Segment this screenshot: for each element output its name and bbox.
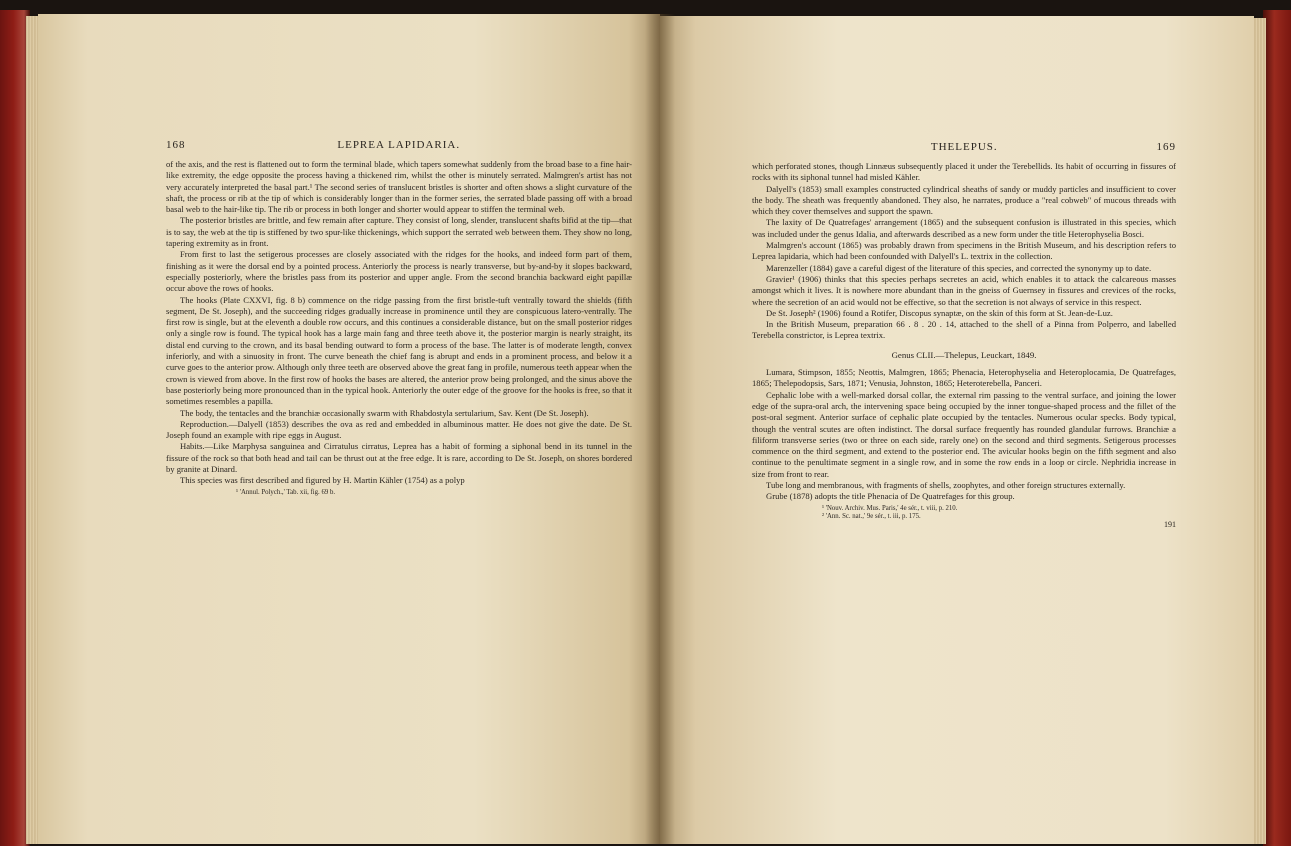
paragraph: Grube (1878) adopts the title Phenacia of De Quatrefages for this group. [766, 491, 1015, 502]
left-page-number: 168 [166, 139, 186, 151]
book-cover-right [1263, 10, 1291, 846]
right-body [752, 161, 1176, 503]
footnote: ² 'Ann. Sc. nat.,' 9e sér., t. iii, p. 175. [822, 513, 921, 521]
left-footnotes [166, 489, 632, 498]
right-page-number: 169 [1156, 141, 1176, 153]
paragraph: Reproduction.—Dalyell (1853) describes the ova as red and embedded in albuminous matter. He does not give the date. De St. Joseph found an example with ripe eggs in August. [166, 418, 632, 441]
paragraph: In the British Museum, preparation 66 . 8 . 20 . 14, attached to the shell of a Pinna from Polperro, and labelled Terebella constrictor, is Leprea textrix. [752, 319, 1176, 341]
right-page [660, 16, 1254, 844]
book-gutter [645, 14, 675, 844]
left-page-header [166, 139, 632, 151]
paragraph: The body, the tentacles and the branchiæ occasionally swarm with Rhabdostyla sertularium, Sav. Kent (De St. Joseph). [180, 407, 589, 418]
paragraph: which perforated stones, though Linnæus subsequently placed it under the Terebellids. Its habit of occurring in fissures of rocks with its siphonal tunnel had misled Kähler. [752, 161, 1176, 183]
right-page-header [752, 141, 1176, 153]
signature-mark: 191 [1164, 519, 1176, 529]
paragraph: De St. Joseph² (1906) found a Rotifer, Discopus synaptæ, on the skin of this form at St. Jean-de-Luz. [766, 307, 1113, 318]
paragraph: Lumara, Stimpson, 1855; Neottis, Malmgren, 1865; Phenacia, Heterophyselia and Heteroplocamia, De Quatrefages, 1865; Thelepodopsis, Sars, 1871; Venusia, Johnston, 1865; Heteroterebella, Panceri. [752, 367, 1176, 389]
paragraph: Marenzeller (1884) gave a careful digest of the literature of this species, and corrected the synonymy up to date. [766, 262, 1152, 273]
paragraph: The hooks (Plate CXXVI, fig. 8 b) commence on the ridge passing from the first bristle-tuft ventrally toward the shields (fifth segment, De St. Joseph), and the succeeding ridges gradually increase in prominence until they are conspicuous latero-ventrally. The first row is single, but at the eleventh a double row occurs, and this continues a considerable distance, but on the small posterior ridges only a single row is found. The typical hook has a large main fang and three teeth above it, the posterior margin is nearly straight, its distal end curving to the crown, and its basal bending outward to form a process of the base. The latter is of moderate length, convex inferiorly, and with a sinuosity in front. The curve beneath the chief fang is abrupt and ends in a prominent process, and below it a curve goes to the anterior prow. Although only three teeth are observed above the great fang in profile, numerous teeth appear when the crown is viewed from above. In the first row of hooks the bases are altered, the anterior prow being prolonged, and the sinus above the base posteriorly being more pronounced than in the typical hook. Anteriorly the outer edge of the groove for the hooks is free, so that it sometimes resembles a papilla. [166, 294, 632, 407]
paragraph: Malmgren's account (1865) was probably drawn from specimens in the British Museum, and his description refers to Leprea lapidaria, which had been confounded with Dalyell's L. textrix in the collection. [752, 240, 1176, 262]
paragraph: Cephalic lobe with a well-marked dorsal collar, the external rim passing to the ventral surface, and joining the lower edge of the supra-oral arch, the intervening space being occupied by the inner tongue-shaped process and the fillet of the post-oral segment. Anterior surface of cephalic plate occupied by the tentacles. Numerous ocular specks. Body typical, though the ventral scutes are often indistinct. The dorsal surface frequently has rounded glandular furrows. Branchiæ a filiform transverse series (two or three on each side, rarely one) on the second and third segments. Setigerous processes commence on the third segment, and extend to the posterior end. The avicular hooks begin on the fifth segment and also continue to the penultimate segment in a single row, and in some the row ends in a loop or circle. Nephridia increase in size from front to rear. [752, 389, 1176, 479]
right-running-title: THELEPUS. [930, 141, 998, 153]
paragraph: This species was first described and figured by H. Martin Kähler (1754) as a polyp [180, 475, 465, 486]
paragraph: Habits.—Like Marphysa sanguinea and Cirratulus cirratus, Leprea has a habit of forming a siphonal bend in its tunnel in the fissure of the rock so that both head and tail can be thrust out at the free edge. It is rare, according to De St. Joseph, on shores bordered by granite at Dinard. [166, 441, 632, 475]
genus-heading: Genus CLII.—Thelepus, Leuckart, 1849. [891, 349, 1037, 360]
left-body [166, 159, 632, 487]
paragraph: The posterior bristles are brittle, and few remain after capture. They consist of long, slender, translucent shafts bifid at the tip—that is to say, the web at the tip is stiffened by two spur-like thickenings, which support the serrated web between them. They show no long, tapering extremity as in front. [166, 215, 632, 249]
footnote: ¹ 'Nouv. Archiv. Mus. Paris,' 4e sér., t. viii, p. 210. [822, 504, 958, 512]
paragraph: Gravier¹ (1906) thinks that this species perhaps secretes an acid, which enables it to attack the calcareous masses amongst which it lives. It is nowhere more abundant than in the gneiss of Guernsey in fissures and crevices of the rocks, where the secretion of an acid would not be effective, so that the secretion is not always of service in this respect. [752, 273, 1176, 307]
left-running-title: LEPREA LAPIDARIA. [337, 139, 461, 151]
footnote: ¹ 'Annul. Polych.,' Tab. xii, fig. 69 b. [236, 488, 336, 496]
paragraph: Tube long and membranous, with fragments of shells, zoophytes, and other foreign structures externally. [766, 480, 1126, 491]
page-edges-right [1252, 18, 1266, 844]
paragraph: of the axis, and the rest is flattened out to form the terminal blade, which tapers somewhat suddenly from the broad base to a fine hair-like extremity, the edge opposite the process having a thickened rim, whilst the other is minutely serrated. Malmgren's artist has not very accurately interpreted the basal part.¹ The second series of translucent bristles is shorter and often shows a slight curvature of the shaft, the process or rib at the tip of which is considerably longer than in the former series, the serrated blade passing off with a broad basal web to the hair-like tip. The rib or process in both longer and shorter would appear to stiffen the terminal web. [166, 159, 632, 215]
left-page [38, 14, 660, 844]
paragraph: The laxity of De Quatrefages' arrangement (1865) and the subsequent confusion is illustrated in this species, which was included under the genus Idalia, and afterwards described as a new form under the title Heterophyselia Bosci. [752, 217, 1176, 239]
paragraph: From first to last the setigerous processes are closely associated with the ridges for the hooks, and indeed form part of them, finishing as it were the dorsal end by a pointed process. Anteriorly the process is nearly transverse, but by-and-by it slopes backward, especially posteriorly, where the bristles pass from its posterior and upper angle. From the second branchia backward eight papillæ occur above the rows of hooks. [166, 249, 632, 294]
paragraph: Dalyell's (1853) small examples constructed cylindrical sheaths of sandy or muddy particles and insufficient to cover the body. The sheath was frequently abandoned. They also, he narrates, produce a "real cobweb" of mucous threads with which they cover themselves and support the spawn. [752, 183, 1176, 217]
